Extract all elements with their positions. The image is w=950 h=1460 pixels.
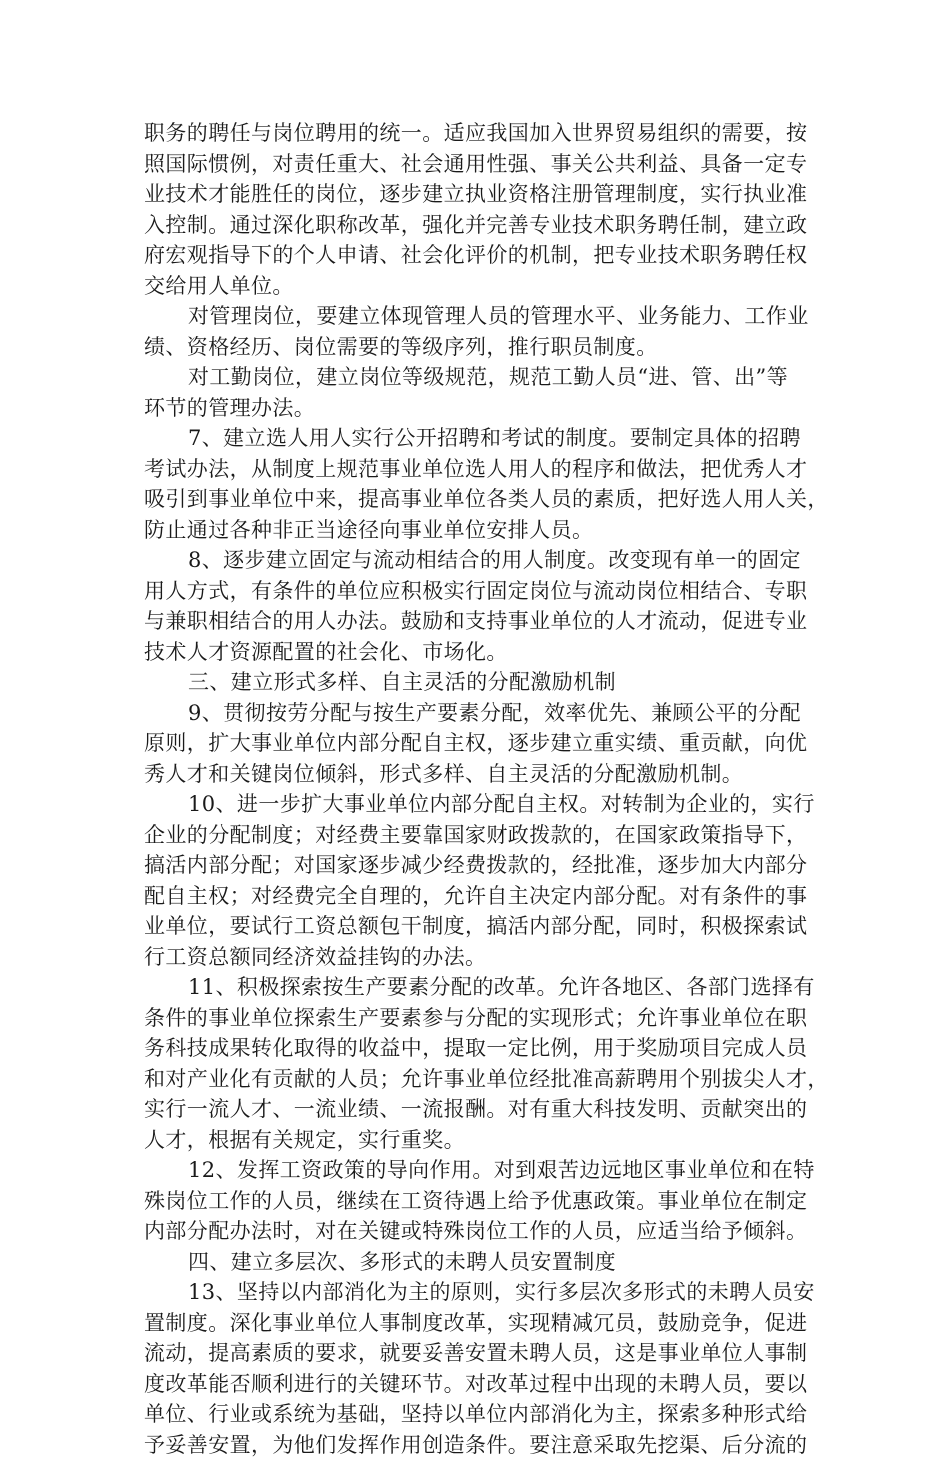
text-line: 业单位，要试行工资总额包干制度，搞活内部分配，同时，积极探索试 bbox=[144, 911, 844, 942]
text-line: 流动，提高素质的要求，就要妥善安置未聘人员，这是事业单位人事制 bbox=[144, 1338, 844, 1369]
paragraph-first-line: 8、逐步建立固定与流动相结合的用人制度。改变现有单一的固定 bbox=[144, 545, 844, 576]
text-line: 秀人才和关键岗位倾斜，形式多样、自主灵活的分配激励机制。 bbox=[144, 759, 844, 790]
text-line: 实行一流人才、一流业绩、一流报酬。对有重大科技发明、贡献突出的 bbox=[144, 1094, 844, 1125]
text-line: 技术人才资源配置的社会化、市场化。 bbox=[144, 637, 844, 668]
text-line: 内部分配办法时，对在关键或特殊岗位工作的人员，应适当给予倾斜。 bbox=[144, 1216, 844, 1247]
text-line: 行工资总额同经济效益挂钩的办法。 bbox=[144, 942, 844, 973]
paragraph-first-line: 四、建立多层次、多形式的未聘人员安置制度 bbox=[144, 1247, 844, 1278]
text-line: 考试办法，从制度上规范事业单位选人用人的程序和做法，把优秀人才 bbox=[144, 454, 844, 485]
body-text bbox=[144, 118, 844, 1460]
paragraph-first-line: 对工勤岗位，建立岗位等级规范，规范工勤人员“进、管、出”等 bbox=[144, 362, 844, 393]
text-line: 与兼职相结合的用人办法。鼓励和支持事业单位的人才流动，促进专业 bbox=[144, 606, 844, 637]
paragraph-first-line: 7、建立选人用人实行公开招聘和考试的制度。要制定具体的招聘 bbox=[144, 423, 844, 454]
text-line: 交给用人单位。 bbox=[144, 271, 844, 302]
text-line: 和对产业化有贡献的人员；允许事业单位经批准高薪聘用个别拔尖人才， bbox=[144, 1064, 844, 1095]
text-line: 条件的事业单位探索生产要素参与分配的实现形式；允许事业单位在职 bbox=[144, 1003, 844, 1034]
text-line: 配自主权；对经费完全自理的，允许自主决定内部分配。对有条件的事 bbox=[144, 881, 844, 912]
text-line: 人才，根据有关规定，实行重奖。 bbox=[144, 1125, 844, 1156]
paragraph-first-line: 9、贯彻按劳分配与按生产要素分配，效率优先、兼顾公平的分配 bbox=[144, 698, 844, 729]
text-line: 照国际惯例，对责任重大、社会通用性强、事关公共利益、具备一定专 bbox=[144, 149, 844, 180]
text-line: 绩、资格经历、岗位需要的等级序列，推行职员制度。 bbox=[144, 332, 844, 363]
text-line: 用人方式，有条件的单位应积极实行固定岗位与流动岗位相结合、专职 bbox=[144, 576, 844, 607]
text-line: 吸引到事业单位中来，提高事业单位各类人员的素质，把好选人用人关， bbox=[144, 484, 844, 515]
text-line: 务科技成果转化取得的收益中，提取一定比例，用于奖励项目完成人员 bbox=[144, 1033, 844, 1064]
text-line: 置制度。深化事业单位人事制度改革，实现精减冗员，鼓励竞争，促进 bbox=[144, 1308, 844, 1339]
text-line: 防止通过各种非正当途径向事业单位安排人员。 bbox=[144, 515, 844, 546]
text-line: 度改革能否顺利进行的关键环节。对改革过程中出现的未聘人员，要以 bbox=[144, 1369, 844, 1400]
text-line: 入控制。通过深化职称改革，强化并完善专业技术职务聘任制，建立政 bbox=[144, 210, 844, 241]
text-line: 府宏观指导下的个人申请、社会化评价的机制，把专业技术职务聘任权 bbox=[144, 240, 844, 271]
paragraph-first-line: 三、建立形式多样、自主灵活的分配激励机制 bbox=[144, 667, 844, 698]
text-line: 企业的分配制度；对经费主要靠国家财政拨款的，在国家政策指导下， bbox=[144, 820, 844, 851]
text-line: 搞活内部分配；对国家逐步减少经费拨款的，经批准，逐步加大内部分 bbox=[144, 850, 844, 881]
text-line: 职务的聘任与岗位聘用的统一。适应我国加入世界贸易组织的需要，按 bbox=[144, 118, 844, 149]
paragraph-first-line: 10、进一步扩大事业单位内部分配自主权。对转制为企业的，实行 bbox=[144, 789, 844, 820]
paragraph-first-line: 12、发挥工资政策的导向作用。对到艰苦边远地区事业单位和在特 bbox=[144, 1155, 844, 1186]
text-line: 予妥善安置，为他们发挥作用创造条件。要注意采取先挖渠、后分流的 bbox=[144, 1430, 844, 1460]
paragraph-first-line: 11、积极探索按生产要素分配的改革。允许各地区、各部门选择有 bbox=[144, 972, 844, 1003]
text-line: 原则，扩大事业单位内部分配自主权，逐步建立重实绩、重贡献，向优 bbox=[144, 728, 844, 759]
text-line: 单位、行业或系统为基础，坚持以单位内部消化为主，探索多种形式给 bbox=[144, 1399, 844, 1430]
text-line: 殊岗位工作的人员，继续在工资待遇上给予优惠政策。事业单位在制定 bbox=[144, 1186, 844, 1217]
paragraph-first-line: 13、坚持以内部消化为主的原则，实行多层次多形式的未聘人员安 bbox=[144, 1277, 844, 1308]
paragraph-first-line: 对管理岗位，要建立体现管理人员的管理水平、业务能力、工作业 bbox=[144, 301, 844, 332]
text-line: 业技术才能胜任的岗位，逐步建立执业资格注册管理制度，实行执业准 bbox=[144, 179, 844, 210]
text-line: 环节的管理办法。 bbox=[144, 393, 844, 424]
